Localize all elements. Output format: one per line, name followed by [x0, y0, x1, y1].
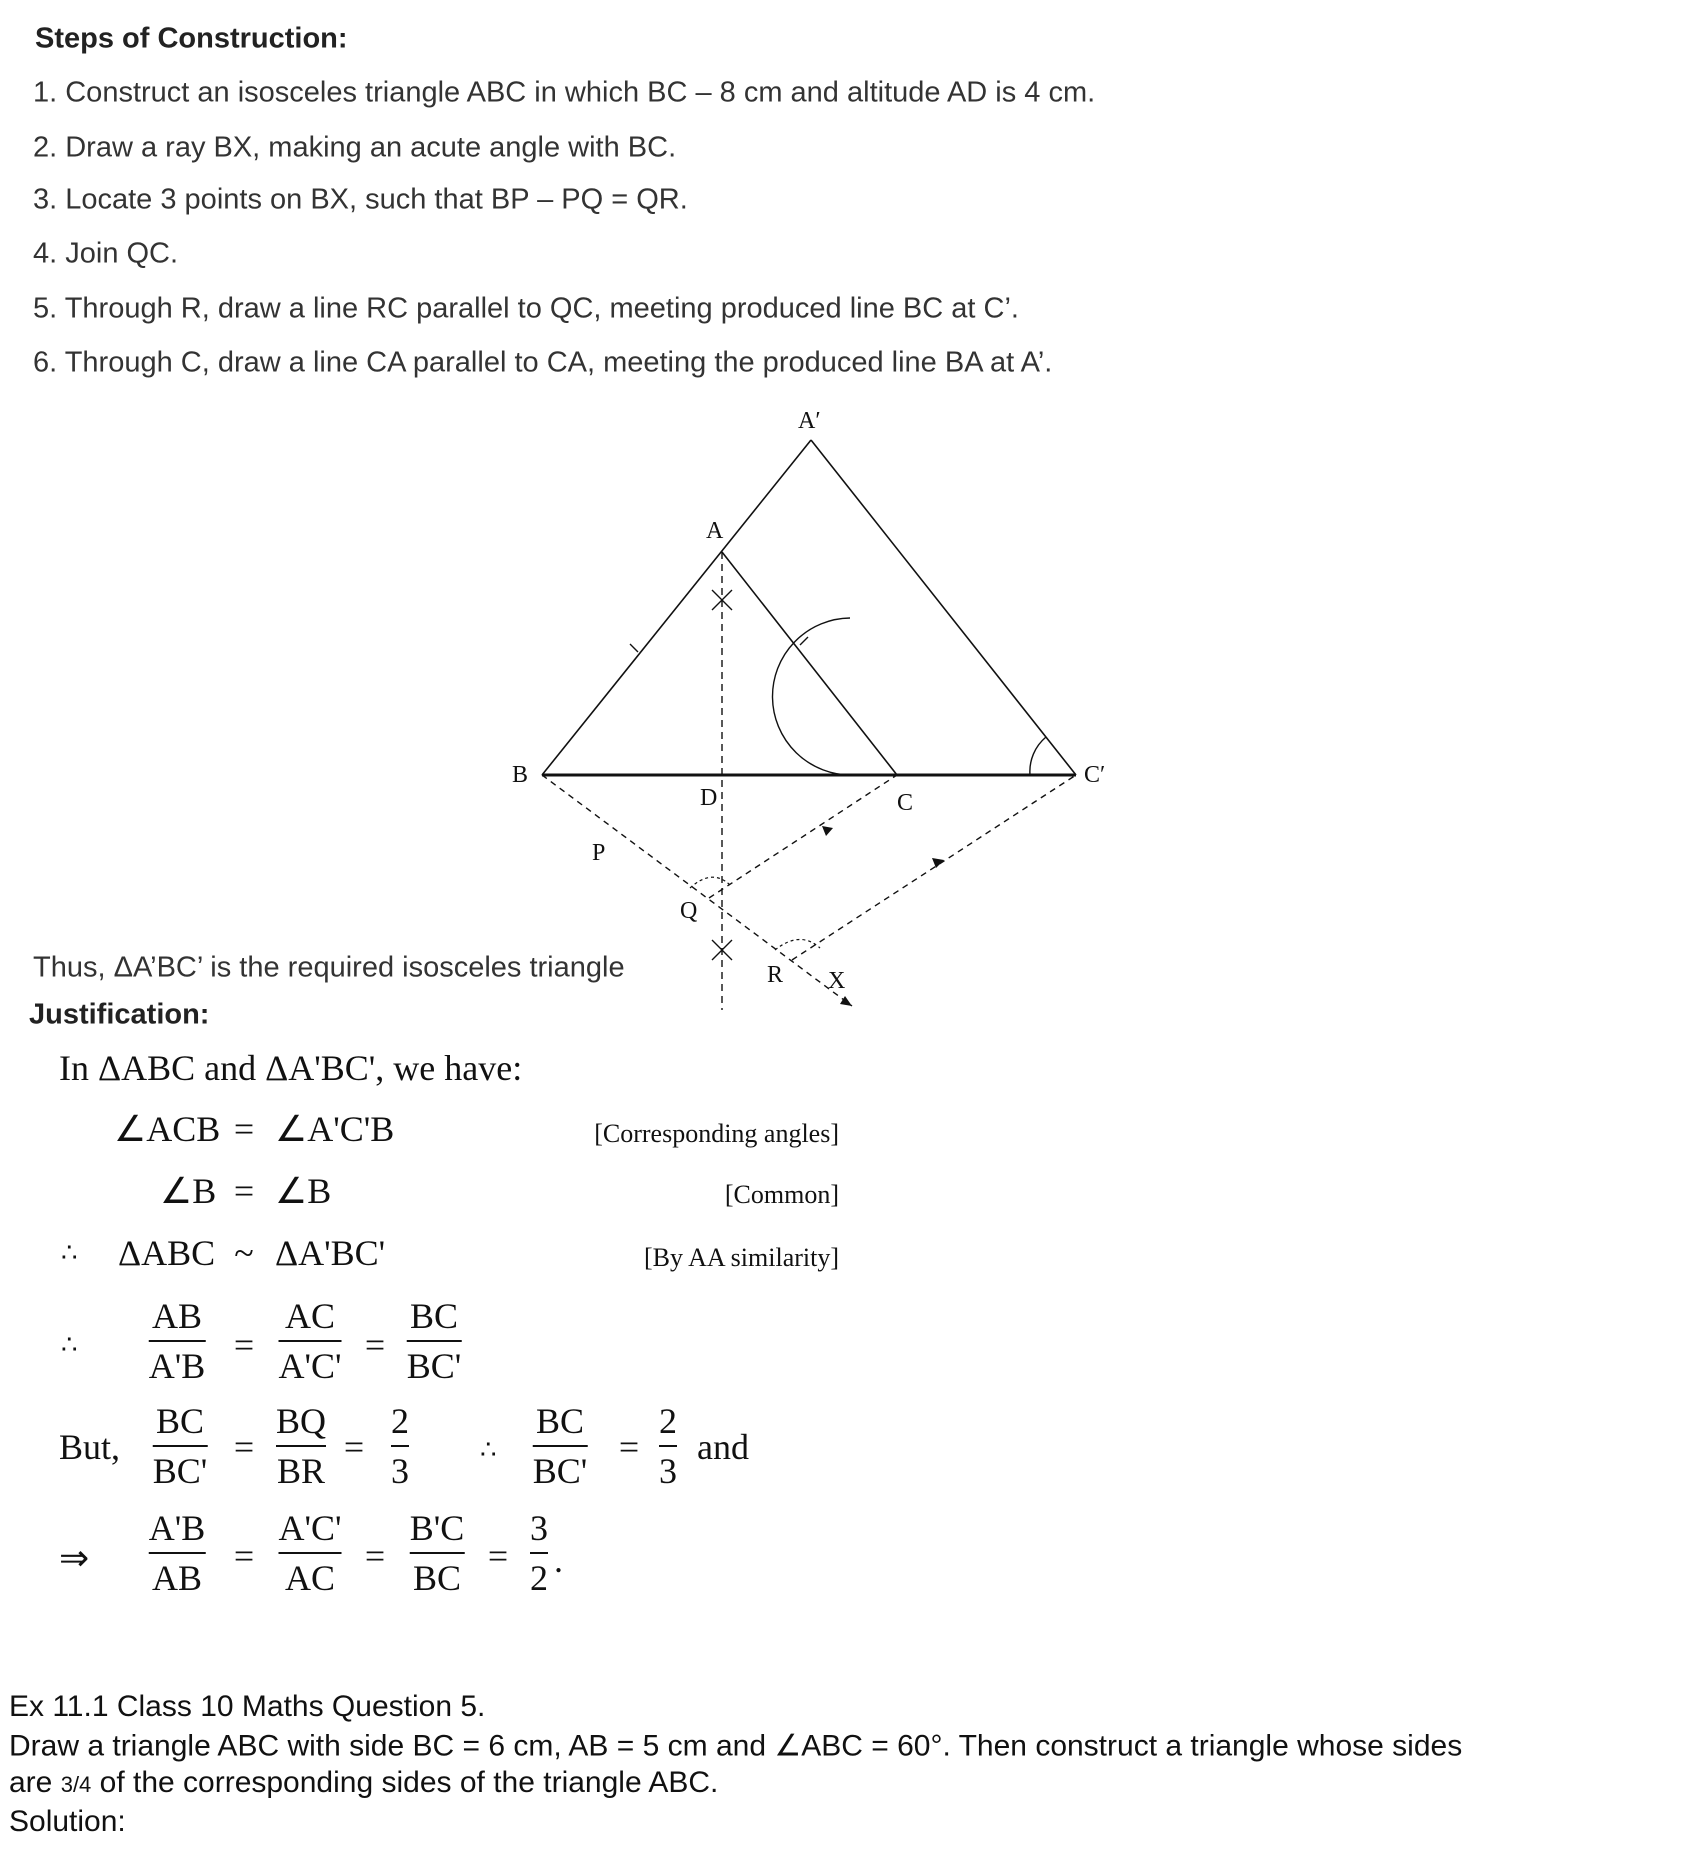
fraction: [279, 1294, 342, 1388]
denominator: 2: [530, 1558, 548, 1598]
and-text: and: [697, 1427, 749, 1467]
line-a-prime-c-prime: [811, 440, 1076, 775]
denominator: BC': [152, 1451, 208, 1491]
eq: =: [364, 1536, 386, 1576]
denominator: A'C': [278, 1346, 342, 1386]
numerator: A'B: [148, 1508, 206, 1548]
label-a: A: [706, 518, 724, 544]
question-line-2: [9, 1766, 718, 1800]
denominator: 3: [659, 1451, 677, 1491]
row3-lhs: ΔABC: [118, 1233, 216, 1273]
conclusion-text: Thus, ΔA’BC’ is the required isosceles triangle: [33, 951, 625, 984]
but-therefore: ∴: [480, 1435, 497, 1464]
fraction: [276, 1399, 326, 1493]
text: of the corresponding sides of the triangle ABC.: [91, 1766, 719, 1799]
row3-rhs: ΔA'BC': [275, 1233, 386, 1273]
denominator: A'B: [148, 1346, 206, 1386]
denominator: AB: [151, 1558, 202, 1598]
row3-sim: ~: [234, 1233, 254, 1273]
row1-rhs: ∠A'C'B: [275, 1109, 395, 1149]
fraction-text: 3/4: [60, 1772, 92, 1797]
row1-lhs: ∠ACB: [114, 1109, 221, 1149]
row2-lhs: ∠B: [160, 1171, 217, 1211]
line-qc: [709, 775, 897, 898]
denominator: BC': [532, 1451, 588, 1491]
fraction: [153, 1399, 208, 1493]
row2-rhs: ∠B: [275, 1171, 332, 1211]
numerator: A'C': [278, 1508, 342, 1548]
arrow-qc: [822, 826, 833, 836]
question-title: Ex 11.1 Class 10 Maths Question 5.: [9, 1690, 486, 1723]
fraction: [279, 1506, 342, 1600]
arc-q: [690, 877, 730, 888]
fraction: [149, 1506, 206, 1600]
step-2: 2. Draw a ray BX, making an acute angle with BC.: [33, 131, 677, 164]
row3-therefore: ∴: [61, 1238, 78, 1267]
fraction: [659, 1399, 677, 1493]
denominator: AC: [284, 1558, 336, 1598]
ratio-therefore: ∴: [61, 1330, 78, 1359]
step-6: 6. Through C, draw a line CA parallel to CA, meeting the produced line BA at A’.: [33, 346, 1053, 379]
equal-ticks: [630, 637, 808, 652]
numerator: AB: [151, 1296, 202, 1336]
eq: =: [618, 1427, 640, 1467]
label-c: C: [897, 790, 914, 816]
but-label: But,: [59, 1427, 121, 1467]
line-ba-produced: [542, 440, 811, 775]
angle-arc-c: [772, 618, 852, 775]
row2-eq: =: [233, 1171, 255, 1211]
step-3: 3. Locate 3 points on BX, such that BP – PQ = QR.: [33, 183, 688, 216]
fraction: [530, 1506, 548, 1600]
eq: =: [233, 1325, 255, 1365]
denominator: BC': [406, 1346, 462, 1386]
numerator: 3: [530, 1508, 548, 1548]
arrow-rc-prime: [932, 858, 944, 868]
label-p: P: [592, 840, 606, 866]
line-ac: [722, 552, 897, 775]
row1-eq: =: [233, 1109, 255, 1149]
label-a-prime: A′: [798, 408, 821, 434]
numerator: BC: [409, 1296, 459, 1336]
text: are: [9, 1766, 61, 1799]
label-r: R: [767, 962, 784, 988]
label-b: B: [512, 762, 529, 788]
solution-label: Solution:: [9, 1805, 126, 1838]
arc-r: [775, 939, 820, 950]
eq: =: [343, 1427, 365, 1467]
label-q: Q: [680, 898, 698, 924]
denominator: BR: [276, 1451, 326, 1491]
fraction: [407, 1294, 462, 1388]
row1-reason: [Corresponding angles]: [594, 1119, 839, 1148]
eq: =: [233, 1536, 255, 1576]
step-5: 5. Through R, draw a line RC parallel to QC, meeting produced line BC at C’.: [33, 292, 1019, 325]
row2-reason: [Common]: [724, 1180, 839, 1209]
step-4: 4. Join QC.: [33, 237, 179, 270]
steps-heading: Steps of Construction:: [35, 22, 348, 55]
question-line-1: Draw a triangle ABC with side BC = 6 cm, AB = 5 cm and ∠ABC = 60°. Then construct a triangle whose sides: [9, 1729, 1463, 1763]
fraction: [533, 1399, 588, 1493]
justification-heading: Justification:: [29, 998, 210, 1031]
eq: =: [233, 1427, 255, 1467]
numerator: AC: [284, 1296, 336, 1336]
label-c-prime: C′: [1084, 762, 1106, 788]
justification-intro: In ΔABC and ΔA'BC', we have:: [59, 1048, 523, 1088]
label-d: D: [700, 785, 718, 811]
denominator: BC: [412, 1558, 462, 1598]
fraction: [149, 1294, 206, 1388]
step-1: 1. Construct an isosceles triangle ABC in which BC – 8 cm and altitude AD is 4 cm.: [33, 76, 1096, 109]
eq: =: [364, 1325, 386, 1365]
numerator: B'C: [409, 1508, 465, 1548]
row3-reason: [By AA similarity]: [644, 1243, 839, 1272]
implies-arrow: ⇒: [59, 1538, 90, 1578]
numerator: 2: [659, 1401, 677, 1441]
line-rc-prime: [792, 775, 1076, 960]
eq: =: [487, 1536, 509, 1576]
fraction: [391, 1399, 409, 1493]
angle-arc-c-prime: [1030, 737, 1046, 775]
numerator: BQ: [275, 1401, 327, 1441]
numerator: 2: [391, 1401, 409, 1441]
label-x: X: [828, 968, 846, 994]
numerator: BC: [535, 1401, 585, 1441]
denominator: 3: [391, 1451, 409, 1491]
numerator: BC: [155, 1401, 205, 1441]
arrow-x: [840, 996, 852, 1006]
period: .: [554, 1540, 563, 1580]
fraction: [410, 1506, 465, 1600]
